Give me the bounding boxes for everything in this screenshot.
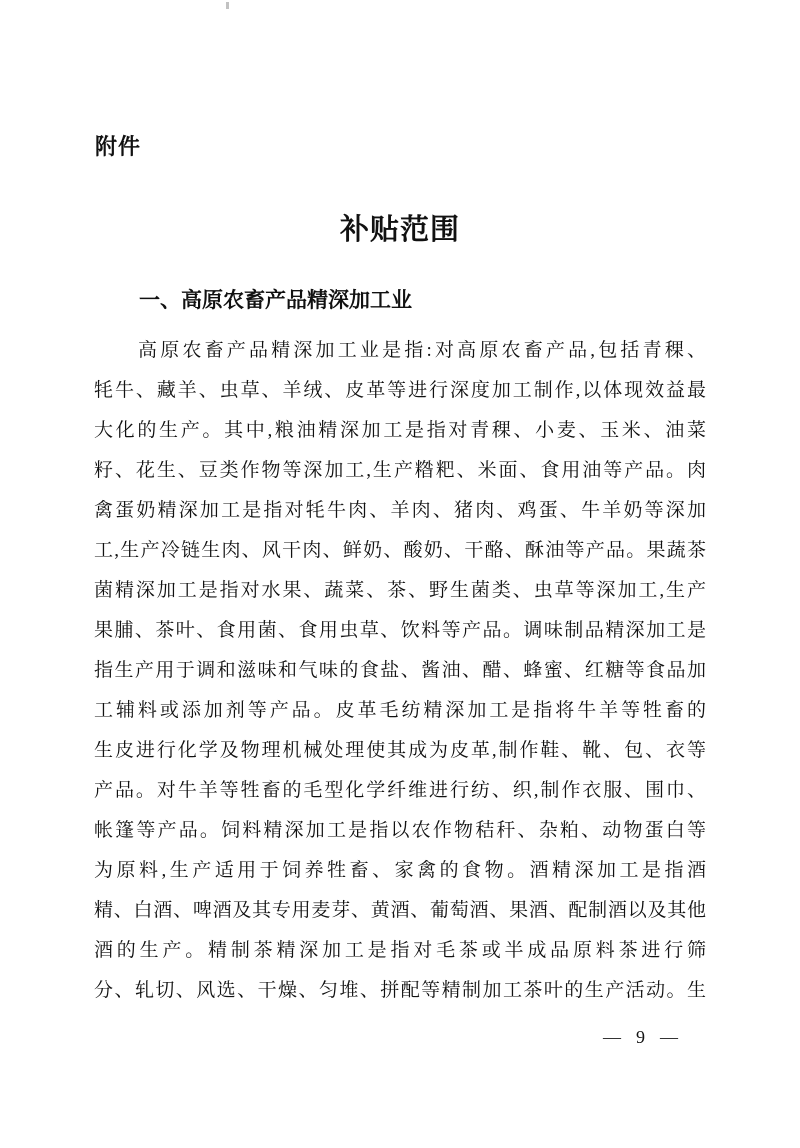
body-text-block	[94, 331, 706, 1011]
body-line: 高原农畜产品精深加工业是指:对高原农畜产品,包括青稞、	[138, 340, 706, 361]
page-number-dash-right: —	[660, 1027, 678, 1047]
page-number-footer	[603, 1026, 678, 1048]
body-line: 工辅料或添加剂等产品。皮革毛纺精深加工是指将牛羊等牲畜的	[94, 700, 706, 721]
body-line: 帐篷等产品。饲料精深加工是指以农作物秸秆、杂粕、动物蛋白等	[94, 820, 706, 841]
body-line: 籽、花生、豆类作物等深加工,生产糌粑、米面、食用油等产品。肉	[94, 460, 706, 481]
body-line: 工,生产冷链生肉、风干肉、鲜奶、酸奶、干酪、酥油等产品。果蔬茶	[94, 540, 706, 561]
body-line: 菌精深加工是指对水果、蔬菜、茶、野生菌类、虫草等深加工,生产	[94, 580, 706, 601]
page-number-dash-left: —	[603, 1027, 621, 1047]
body-line: 果脯、茶叶、食用菌、食用虫草、饮料等产品。调味制品精深加工是	[94, 620, 706, 641]
body-line: 为原料,生产适用于饲养牲畜、家禽的食物。酒精深加工是指酒	[94, 860, 706, 881]
body-line: 大化的生产。其中,粮油精深加工是指对青稞、小麦、玉米、油菜	[94, 420, 706, 441]
body-line: 指生产用于调和滋味和气味的食盐、酱油、醋、蜂蜜、红糖等食品加	[94, 660, 706, 681]
scan-artifact	[226, 2, 229, 9]
section-heading: 一、高原农畜产品精深加工业	[139, 289, 412, 312]
attachment-label: 附件	[95, 134, 142, 159]
page-title: 补贴范围	[339, 214, 460, 246]
body-line: 精、白酒、啤酒及其专用麦芽、黄酒、葡萄酒、果酒、配制酒以及其他	[94, 900, 706, 921]
page-number: 9	[636, 1027, 645, 1047]
body-line: 生皮进行化学及物理机械处理使其成为皮革,制作鞋、靴、包、衣等	[94, 740, 706, 761]
body-line: 牦牛、藏羊、虫草、羊绒、皮革等进行深度加工制作,以体现效益最	[94, 380, 706, 401]
body-line: 分、轧切、风选、干燥、匀堆、拼配等精制加工茶叶的生产活动。生	[94, 980, 706, 1001]
body-line: 产品。对牛羊等牲畜的毛型化学纤维进行纺、织,制作衣服、围巾、	[94, 780, 706, 801]
body-line: 酒的生产。精制茶精深加工是指对毛茶或半成品原料茶进行筛	[94, 940, 706, 961]
body-line: 禽蛋奶精深加工是指对牦牛肉、羊肉、猪肉、鸡蛋、牛羊奶等深加	[94, 500, 706, 521]
